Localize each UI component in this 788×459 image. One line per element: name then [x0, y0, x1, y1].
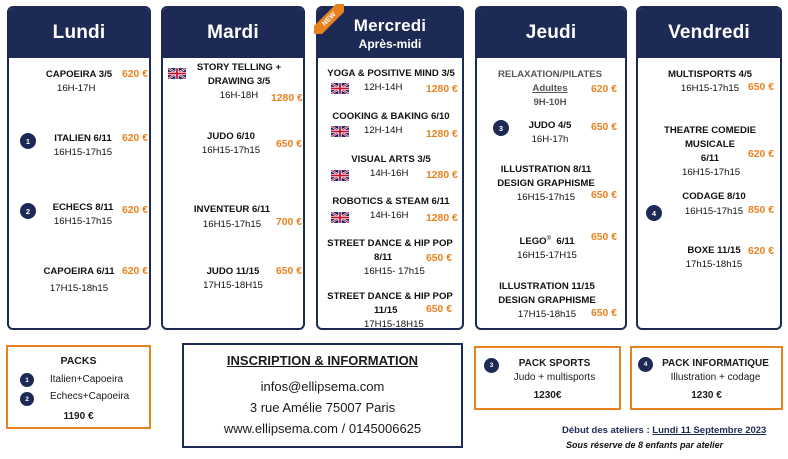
- price: 650 €: [276, 139, 303, 150]
- day-header-lundi: [9, 8, 149, 58]
- packs-price: 1190 €: [63, 411, 94, 422]
- activity-lego: LEGO® 6/11 16H15-17H15: [517, 236, 577, 262]
- activity-illustration-8-11: ILLUSTRATION 8/11 DESIGN GRAPHISME 16H15-17h15: [497, 164, 595, 203]
- pack-sports-price: 1230€: [533, 390, 562, 401]
- pack-number-badge: 3: [484, 358, 499, 373]
- activity-capoeira-6-11: CAPOEIRA 6/11 17H15-18h15: [43, 266, 115, 294]
- price: 850 €: [748, 205, 775, 216]
- activity-yoga: YOGA & POSITIVE MIND 3/5: [327, 68, 455, 79]
- price: 620 €: [748, 246, 775, 257]
- activity-visual-arts: VISUAL ARTS 3/5: [351, 154, 431, 165]
- start-date: Lundi 11 Septembre 2023: [652, 425, 767, 436]
- price: 650 €: [591, 308, 618, 319]
- activity-street-dance-11-15: STREET DANCE & HIP POP 11/15 17H15-18H15: [327, 291, 453, 330]
- column-jeudi: [475, 6, 627, 330]
- activity-inventeur: INVENTEUR 6/11 16H15-17h15: [193, 204, 271, 230]
- activity-italien: ITALIEN 6/11 16H15-17h15: [53, 133, 113, 158]
- activity-codage: CODAGE 8/10 16H15-17h15: [682, 191, 746, 217]
- price: 1280 €: [426, 84, 458, 95]
- price: 700 €: [276, 217, 303, 228]
- price: 650 €: [748, 82, 775, 93]
- activity-echecs: ECHECS 8/11 16H15-17h15: [52, 202, 114, 227]
- price: 650 €: [426, 253, 453, 264]
- pack-sports-detail: Judo + multisports: [513, 372, 596, 383]
- activity-judo-6-10: JUDO 6/10 16H15-17h15: [201, 131, 261, 156]
- pack-item-label: Italien+Capoeira: [50, 374, 124, 385]
- activity-relaxation-pilates: RELAXATION/PILATES Adultes 9H-10H: [497, 69, 603, 108]
- activity-cooking: COOKING & BAKING 6/10: [332, 111, 450, 122]
- activity-illustration-11-15: ILLUSTRATION 11/15 DESIGN GRAPHISME 17H15-18h15: [498, 281, 596, 320]
- activity-robotics: ROBOTICS & STEAM 6/11: [332, 196, 450, 207]
- price: 650 €: [591, 232, 618, 243]
- day-subtitle: Après-midi: [358, 36, 422, 51]
- column-lundi: [7, 6, 151, 330]
- day-title: Vendredi: [668, 22, 750, 43]
- day-title: Mardi: [207, 22, 259, 43]
- start-label: Début des ateliers :: [562, 425, 653, 436]
- reservation-note: Sous réserve de 8 enfants par atelier: [566, 440, 724, 450]
- activity-judo-4-5: JUDO 4/5 16H-17h: [528, 120, 572, 145]
- activity-multisports: MULTISPORTS 4/5 16H15-17h15: [667, 69, 753, 94]
- activity-story-telling: STORY TELLING + DRAWING 3/5 16H-18H: [196, 62, 282, 101]
- price: 650 €: [591, 122, 618, 133]
- price: 1280 €: [426, 170, 458, 181]
- activity-judo-11-15: JUDO 11/15 17H15-18H15: [203, 266, 263, 291]
- price: 650 €: [426, 304, 453, 315]
- price: 620 €: [122, 266, 149, 277]
- new-badge-label: NEW: [321, 11, 338, 28]
- day-title: Mercredi: [353, 15, 427, 35]
- info-address: 3 rue Amélie 75007 Paris: [249, 400, 396, 415]
- activity-time: 14H-16H: [370, 210, 409, 221]
- price: 620 €: [122, 69, 149, 80]
- activity-time: 14H-16H: [370, 168, 409, 179]
- activity-street-dance-8-11: STREET DANCE & HIP POP 8/11 16H15- 17h15: [327, 238, 453, 277]
- column-vendredi: [636, 6, 782, 330]
- pack-sports-box: [474, 346, 621, 410]
- activity-capoeira-3-5: CAPOEIRA 3/5 16H-17H: [45, 69, 113, 94]
- pack-sports-title: PACK SPORTS: [518, 358, 591, 369]
- price: 620 €: [748, 149, 775, 160]
- registered-mark: ®: [546, 236, 552, 242]
- info-email[interactable]: infos@ellipsema.com: [260, 379, 385, 394]
- pack-number-badge: 2: [20, 203, 36, 219]
- column-mardi: [161, 6, 305, 330]
- activity-boxe: BOXE 11/15 17h15-18h15: [685, 245, 743, 270]
- packs-title: PACKS: [60, 355, 97, 367]
- pack-item-label: Echecs+Capoeira: [50, 391, 130, 402]
- lego-age: 6/11: [551, 236, 575, 248]
- pack-number-badge: 2: [20, 392, 34, 406]
- info-title: INSCRIPTION & INFORMATION: [226, 353, 419, 368]
- day-title: Jeudi: [525, 22, 577, 43]
- new-badge: [314, 4, 344, 34]
- uk-flag-icon: [331, 83, 349, 94]
- day-title: Lundi: [52, 22, 106, 43]
- packs-box: [6, 345, 151, 429]
- uk-flag-icon: [331, 212, 349, 223]
- pack-number-badge: 4: [638, 357, 653, 372]
- uk-flag-icon: [331, 126, 349, 137]
- pack-info-price: 1230 €: [691, 390, 722, 401]
- activity-time: 12H-14H: [364, 82, 403, 93]
- price: 620 €: [122, 133, 149, 144]
- price: 620 €: [122, 205, 149, 216]
- price: 1280 €: [426, 213, 458, 224]
- pack-number-badge: 1: [20, 133, 36, 149]
- price: 1280 €: [426, 129, 458, 140]
- info-web-phone[interactable]: www.ellipsema.com / 0145006625: [223, 421, 422, 436]
- lego-label: LEGO: [519, 236, 547, 248]
- price: 650 €: [591, 190, 618, 201]
- column-mercredi: [316, 6, 464, 330]
- day-header-mardi: [163, 8, 303, 58]
- price: 650 €: [276, 266, 303, 277]
- info-box: [182, 343, 463, 448]
- pack-informatique-box: [630, 346, 783, 410]
- price: 1280 €: [271, 93, 303, 104]
- price: 620 €: [591, 84, 618, 95]
- uk-flag-icon: [168, 68, 186, 79]
- pack-number-badge: 4: [646, 205, 662, 221]
- uk-flag-icon: [331, 170, 349, 181]
- pack-number-badge: 1: [20, 373, 34, 387]
- activity-time: 12H-14H: [364, 125, 403, 136]
- day-header-jeudi: [477, 8, 625, 58]
- day-header-vendredi: [638, 8, 780, 58]
- start-date-line: [562, 425, 766, 436]
- pack-info-title: PACK INFORMATIQUE: [662, 358, 769, 369]
- activity-theatre: THEATRE COMEDIE MUSICALE 6/11 16H15-17h15: [663, 125, 757, 178]
- pack-number-badge: 3: [493, 120, 509, 136]
- pack-info-detail: Illustration + codage: [670, 372, 761, 383]
